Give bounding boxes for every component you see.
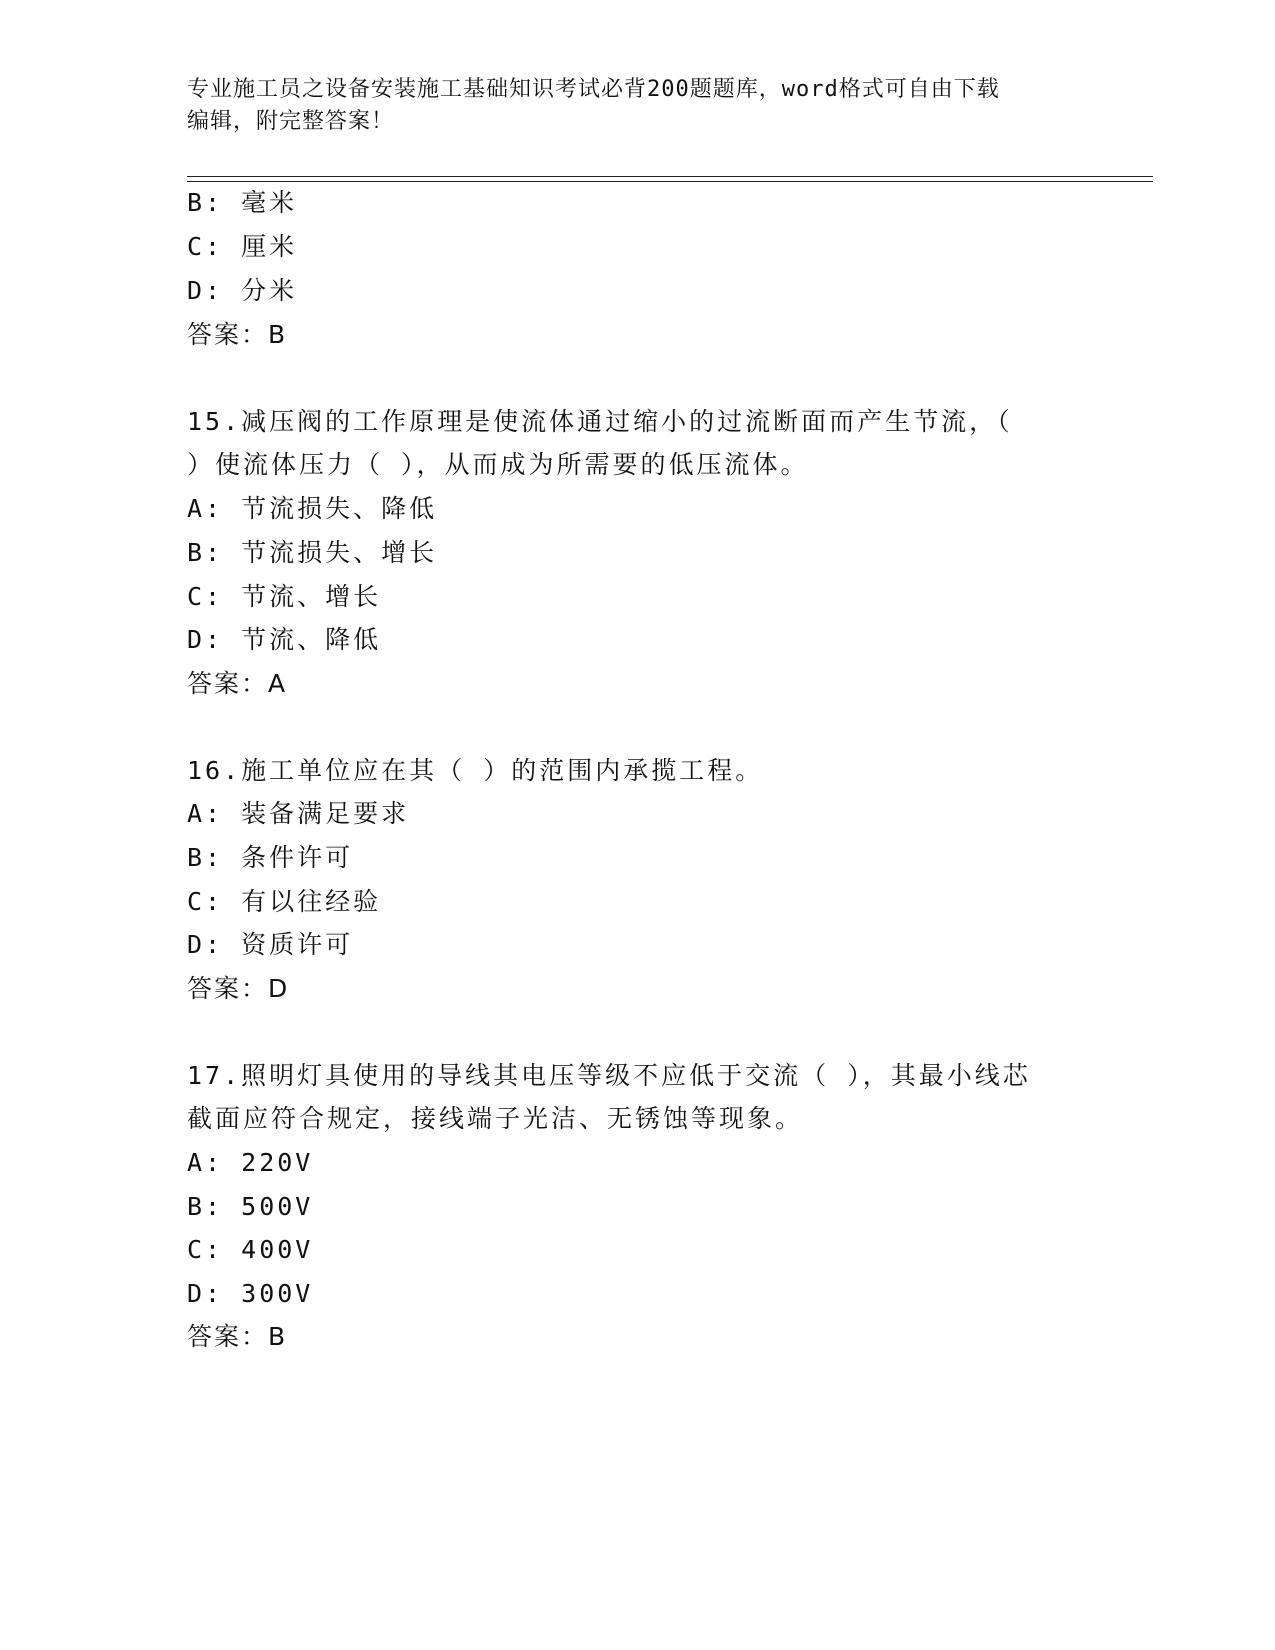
question-15-option-d: D: 节流、降低 — [187, 625, 382, 654]
question-15-text-2: ）使流体压力（ ），从而成为所需要的低压流体。 — [187, 450, 809, 479]
question-17-text-1: 17.照明灯具使用的导线其电压等级不应低于交流（ ），其最小线芯 — [187, 1061, 1031, 1090]
header-rule-top — [187, 176, 1153, 177]
header-line-1: 专业施工员之设备安装施工基础知识考试必背200题题库，word格式可自由下载 — [187, 77, 1000, 102]
question-15-option-c: C: 节流、增长 — [187, 582, 382, 611]
question-16-option-b: B: 条件许可 — [187, 843, 354, 872]
question-16-option-a: A: 装备满足要求 — [187, 799, 410, 828]
question-17-option-a: A: 220V — [187, 1148, 314, 1177]
question-17-text-2: 截面应符合规定，接线端子光洁、无锈蚀等现象。 — [187, 1104, 804, 1133]
question-16-option-d: D: 资质许可 — [187, 930, 354, 959]
question-15-option-b: B: 节流损失、增长 — [187, 538, 438, 567]
question-16-answer: 答案：D — [187, 974, 290, 1003]
question-15-text-1: 15.减压阀的工作原理是使流体通过缩小的过流断面而产生节流，（ — [187, 407, 1013, 436]
question-17-option-c: C: 400V — [187, 1235, 314, 1264]
header-line-2: 编辑，附完整答案！ — [187, 109, 395, 134]
question-16-option-c: C: 有以往经验 — [187, 887, 382, 916]
option-d: D: 分米 — [187, 276, 298, 305]
answer-line: 答案：B — [187, 320, 288, 349]
document-header — [187, 74, 1077, 138]
question-17-option-b: B: 500V — [187, 1192, 314, 1221]
question-15-option-a: A: 节流损失、降低 — [187, 494, 438, 523]
option-b: B: 毫米 — [187, 188, 298, 217]
question-15-answer: 答案：A — [187, 669, 288, 698]
option-c: C: 厘米 — [187, 232, 298, 261]
header-rule-bottom — [187, 181, 1153, 182]
question-17-option-d: D: 300V — [187, 1279, 314, 1308]
question-16-text-1: 16.施工单位应在其（ ）的范围内承揽工程。 — [187, 756, 764, 785]
question-17-answer: 答案：B — [187, 1322, 288, 1351]
